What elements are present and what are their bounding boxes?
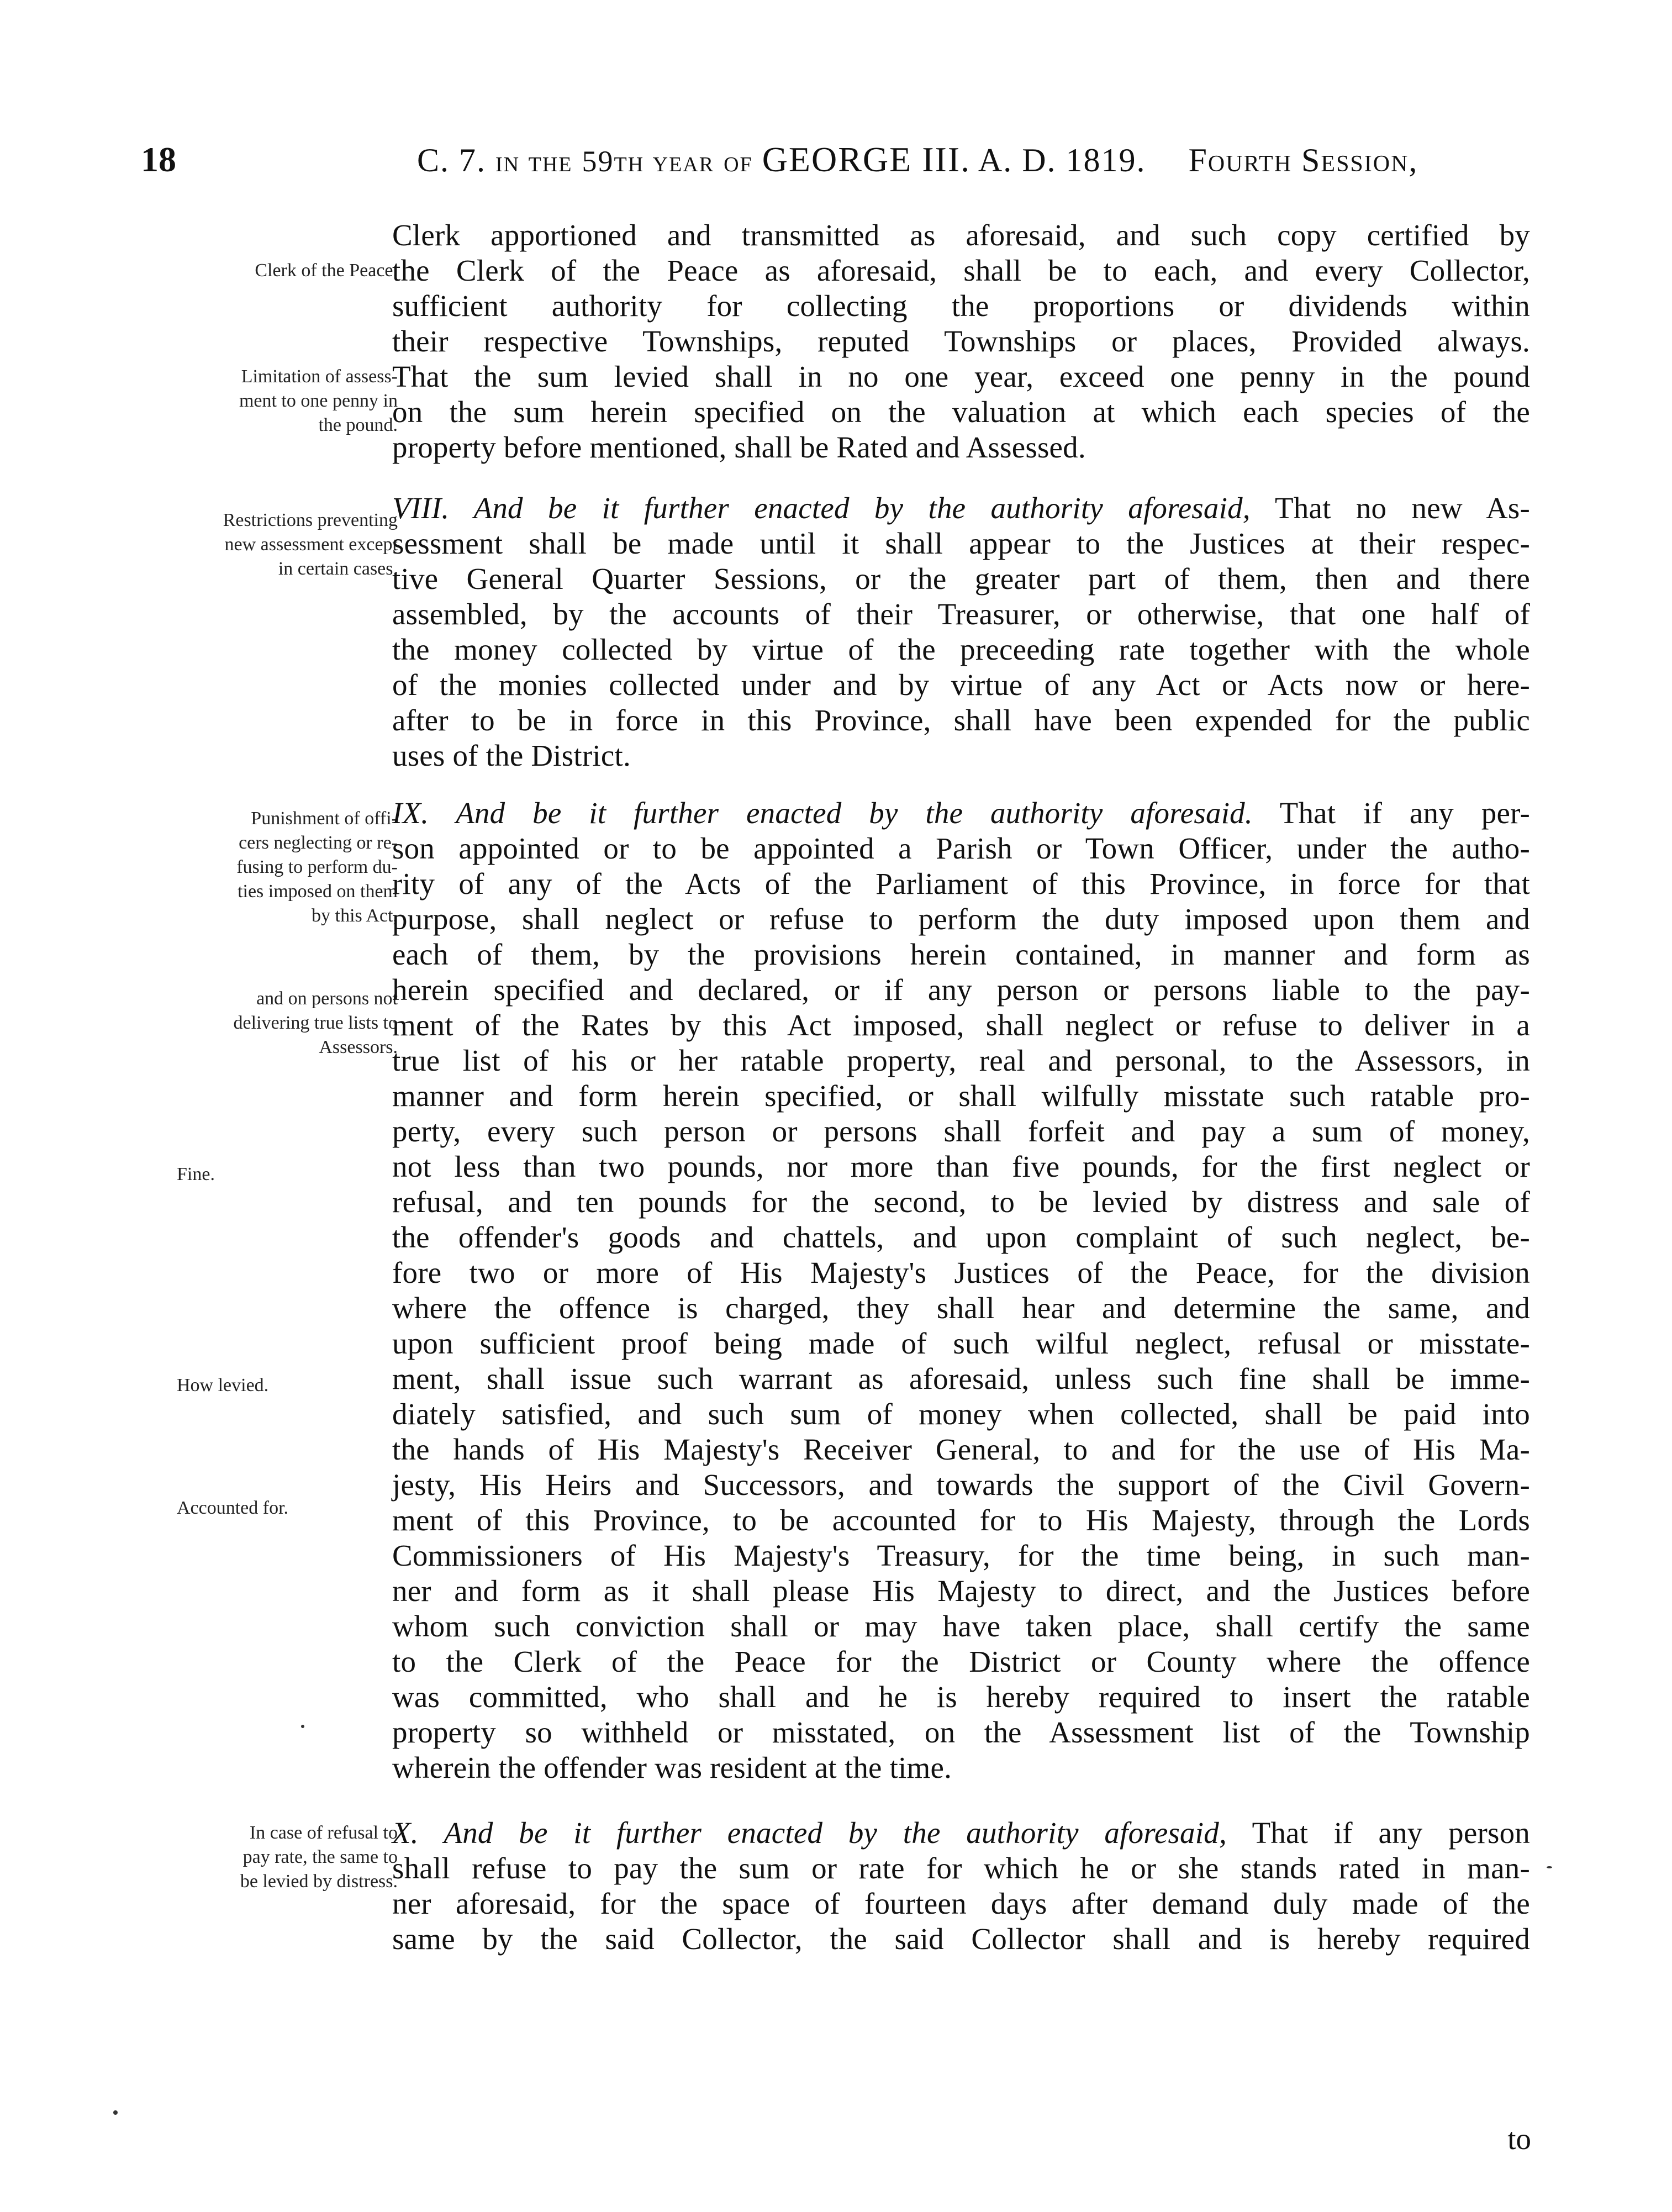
scan-speck: [1547, 1866, 1552, 1868]
text-line: the hands of His Majesty's Receiver General, to and for the use of His Ma-: [392, 1432, 1530, 1466]
margin-note-line: Fine.: [177, 1164, 215, 1184]
text-fragment: That if any person: [1226, 1816, 1530, 1850]
session-label: Fourth Session,: [1188, 142, 1418, 178]
margin-note-line: Restrictions preventing: [223, 510, 398, 530]
text-line: [392, 491, 1530, 526]
text-line: uses of the District.: [392, 739, 631, 772]
margin-note-line: ties imposed on them: [238, 881, 398, 902]
text-line: the offender's goods and chattels, and upon complaint of such neglect, be-: [392, 1220, 1530, 1254]
margin-note-line: in certain cases.: [278, 559, 398, 579]
text-line: same by the said Collector, the said Collector shall and is hereby required: [392, 1922, 1530, 1956]
margin-note-line: and on persons not: [256, 988, 398, 1009]
running-title: [417, 139, 1418, 180]
text-line: the money collected by virtue of the preceeding rate together with the whole: [392, 633, 1530, 666]
margin-note-line: cers neglecting or re-: [239, 833, 398, 853]
text-line: of the monies collected under and by virtue of any Act or Acts now or here-: [392, 668, 1530, 702]
margin-note-limitation: [110, 365, 398, 438]
text-line: fore two or more of His Majesty's Justices of the Peace, for the division: [392, 1256, 1530, 1289]
date-label: A. D. 1819.: [978, 142, 1146, 178]
text-line: manner and form herein specified, or shall wilfully misstate such ratable pro-: [392, 1079, 1530, 1113]
running-header: [141, 139, 1533, 183]
text-line: shall refuse to pay the sum or rate for which he or she stands rated in man-: [392, 1851, 1530, 1885]
margin-note-persons: [110, 987, 398, 1060]
section-ix: [392, 796, 1530, 1786]
paragraph-continuation: [392, 218, 1530, 465]
text-line: not less than two pounds, nor more than five pounds, for the first neglect or: [392, 1150, 1530, 1183]
text-line: jesty, His Heirs and Successors, and towards the support of the Civil Govern-: [392, 1468, 1530, 1502]
text-line: assembled, by the accounts of their Treasurer, or otherwise, that one half of: [392, 597, 1530, 631]
text-fragment: That if any per-: [1252, 796, 1530, 830]
margin-note-line: be levied by distress.: [240, 1871, 398, 1892]
text-line: wherein the offender was resident at the time.: [392, 1751, 952, 1784]
margin-note-accounted: [177, 1496, 342, 1520]
text-line: rity of any of the Acts of the Parliament of this Province, in force for that: [392, 867, 1530, 900]
margin-note-line: fusing to perform du-: [236, 857, 398, 877]
text-fragment: That no new As-: [1250, 491, 1531, 525]
text-line: That the sum levied shall in no one year, exceed one penny in the pound: [392, 360, 1530, 393]
text-line: after to be in force in this Province, shall have been expended for the public: [392, 703, 1530, 737]
margin-note-line: new assessment except: [224, 534, 398, 555]
scan-speck: [113, 2110, 118, 2115]
text-line: whom such conviction shall or may have taken place, shall certify the same: [392, 1609, 1530, 1643]
margin-note-line: pay rate, the same to: [242, 1847, 398, 1867]
regnal-year: 59th year: [582, 145, 715, 178]
text-line: son appointed or to be appointed a Parish or Town Officer, under the autho-: [392, 831, 1530, 865]
section-viii: [392, 491, 1530, 773]
margin-note-line: by this Act,: [312, 905, 398, 926]
margin-note-refusal: [110, 1821, 398, 1894]
text-line: ment of this Province, to be accounted for to His Majesty, through the Lords: [392, 1503, 1530, 1537]
scan-speck: [301, 1725, 304, 1728]
margin-note-fine: [177, 1162, 298, 1187]
text-line: sessment shall be made until it shall appear to the Justices at their respec-: [392, 526, 1530, 560]
margin-note-how-levied: [177, 1373, 342, 1398]
text-line: purpose, shall neglect or refuse to perform the duty imposed upon them and: [392, 902, 1530, 936]
margin-note-line: delivering true lists to: [233, 1013, 398, 1033]
section-x: [392, 1815, 1530, 1957]
margin-note-line: In case of refusal to: [249, 1823, 398, 1843]
page-number: 18: [141, 140, 176, 179]
king-name: GEORGE III.: [762, 140, 971, 179]
text-line: sufficient authority for collecting the proportions or dividends within: [392, 289, 1530, 323]
catchword: to: [1507, 2122, 1531, 2156]
text-line: property before mentioned, shall be Rated and Assessed.: [392, 430, 1086, 464]
text-line: herein specified and declared, or if any person or persons liable to the pay-: [392, 973, 1530, 1007]
text-line: ner and form as it shall please His Majesty to direct, and the Justices before: [392, 1574, 1530, 1608]
text-line: ner aforesaid, for the space of fourteen days after demand duly made of the: [392, 1887, 1530, 1920]
text-line: refusal, and ten pounds for the second, to be levied by distress and sale of: [392, 1185, 1530, 1219]
text-line: was committed, who shall and he is hereby required to insert the ratable: [392, 1680, 1530, 1714]
text-line: property so withheld or misstated, on the Assessment list of the Township: [392, 1715, 1530, 1749]
margin-note-line: How levied.: [177, 1375, 269, 1395]
text-line: ment of the Rates by this Act imposed, shall neglect or refuse to deliver in a: [392, 1008, 1530, 1042]
text-line: [392, 1815, 1530, 1851]
text-line: Commissioners of His Majesty's Treasury, for the time being, in such man-: [392, 1539, 1530, 1572]
text-line: the Clerk of the Peace as aforesaid, shall be to each, and every Collector,: [392, 254, 1530, 287]
margin-note-punishment: [110, 807, 398, 928]
section-lead: VIII. And be it further enacted by the authority aforesaid,: [392, 491, 1251, 525]
section-lead: IX. And be it further enacted by the authority aforesaid.: [392, 796, 1253, 830]
margin-note-line: Limitation of assess-: [241, 366, 398, 387]
text-line: ment, shall issue such warrant as aforesaid, unless such fine shall be imme-: [392, 1362, 1530, 1395]
text-line: tive General Quarter Sessions, or the greater part of them, then and there: [392, 562, 1530, 596]
text-line: each of them, by the provisions herein contained, in manner and form as: [392, 938, 1530, 971]
text-line: perty, every such person or persons shall forfeit and pay a sum of money,: [392, 1114, 1530, 1148]
margin-note-line: Clerk of the Peace.: [255, 260, 398, 281]
text-line: [392, 796, 1530, 831]
margin-note-line: Accounted for.: [177, 1498, 289, 1518]
text-line: true list of his or her ratable property, real and personal, to the Assessors, in: [392, 1044, 1530, 1077]
chapter-label: C. 7.: [417, 142, 487, 178]
of-label: of: [724, 145, 753, 178]
text-line: Clerk apportioned and transmitted as aforesaid, and such copy certified by: [392, 218, 1530, 252]
text-line: where the offence is charged, they shall hear and determine the same, and: [392, 1291, 1530, 1325]
margin-note-line: the pound.: [318, 415, 398, 435]
margin-note-line: Assessors.: [319, 1037, 398, 1057]
in-the-label: in the: [495, 145, 573, 178]
text-line: their respective Townships, reputed Townships or places, Provided always.: [392, 324, 1530, 358]
text-line: to the Clerk of the Peace for the District or County where the offence: [392, 1645, 1530, 1678]
margin-note-line: Punishment of offi-: [251, 808, 398, 829]
margin-note-line: ment to one penny in: [239, 391, 398, 411]
text-line: on the sum herein specified on the valuation at which each species of the: [392, 395, 1530, 429]
margin-note-clerk: [110, 259, 398, 283]
section-lead: X. And be it further enacted by the authority aforesaid,: [392, 1816, 1227, 1850]
margin-note-restrictions: [110, 508, 398, 581]
text-line: diately satisfied, and such sum of money when collected, shall be paid into: [392, 1397, 1530, 1431]
text-line: upon sufficient proof being made of such wilful neglect, refusal or misstate-: [392, 1326, 1530, 1360]
